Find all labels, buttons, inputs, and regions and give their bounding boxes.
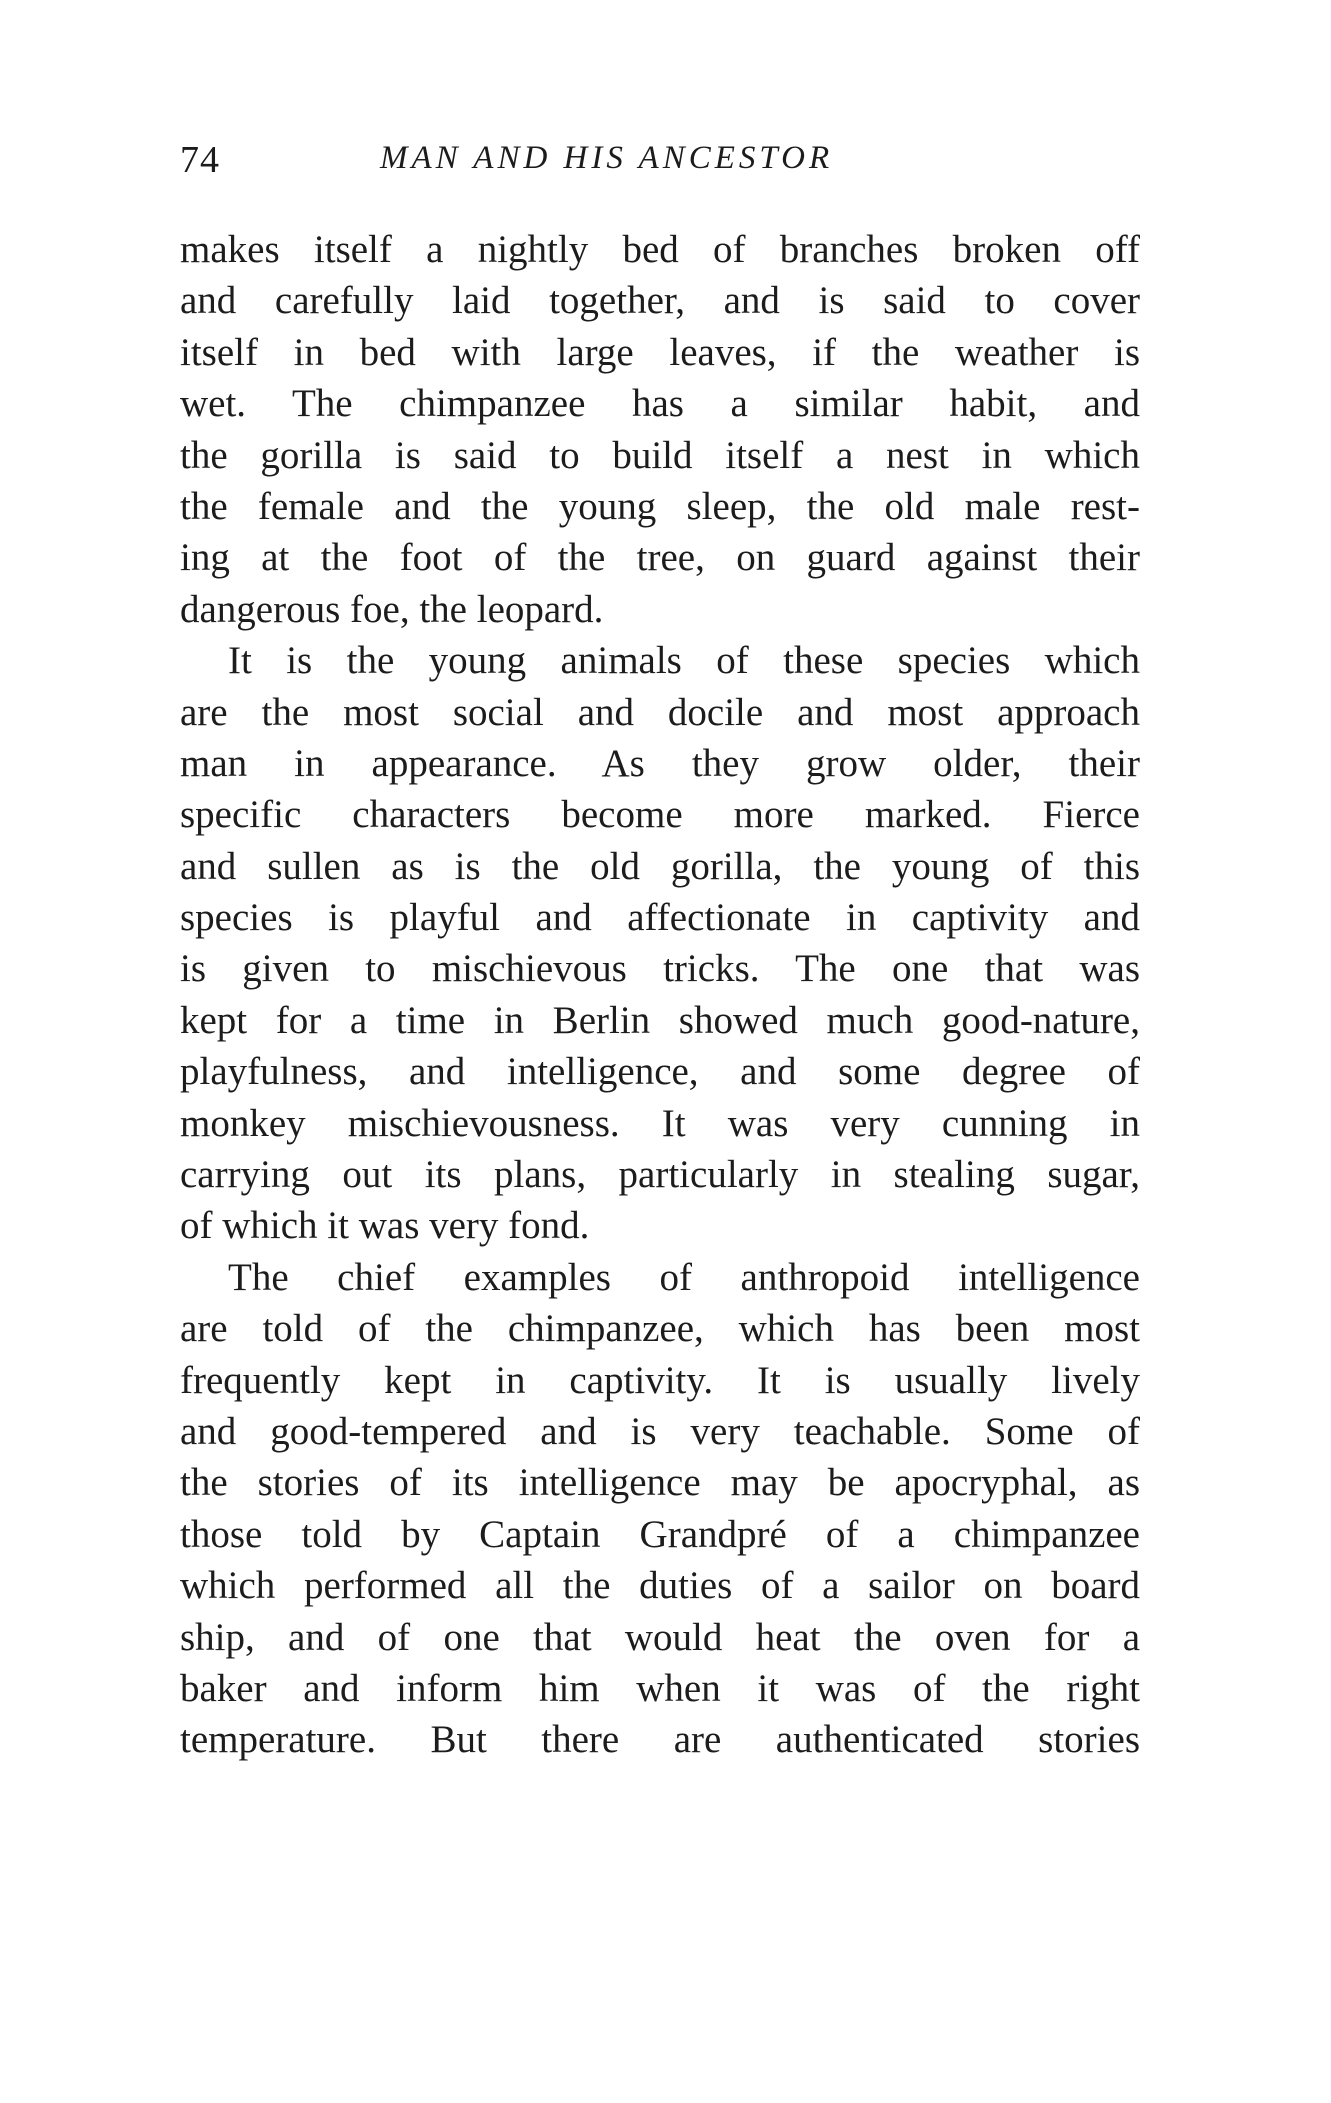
text-line: kept for a time in Berlin showed much good-nature, [180, 998, 1140, 1042]
text-line: ing at the foot of the tree, on guard against their [180, 536, 1140, 580]
text-line: carrying out its plans, particularly in stealing sugar, [180, 1153, 1140, 1197]
text-line: monkey mischievousness. It was very cunning in [180, 1101, 1140, 1145]
text-line: specific characters become more marked. Fierce [180, 793, 1140, 837]
text-line: It is the young animals of these species which [228, 639, 1140, 683]
text-line: is given to mischievous tricks. The one that was [180, 947, 1140, 991]
text-line: and good-tempered and is very teachable. Some of [180, 1409, 1140, 1453]
text-line: The chief examples of anthropoid intelligence [228, 1255, 1140, 1299]
paragraph-3 [180, 1252, 1140, 1766]
text-line: which performed all the duties of a sailor on board [180, 1564, 1140, 1608]
running-title: MAN AND HIS ANCESTOR [380, 140, 834, 176]
text-line: those told by Captain Grandpré of a chimpanzee [180, 1512, 1140, 1556]
text-line: the female and the young sleep, the old male rest- [180, 484, 1140, 528]
text-line: ship, and of one that would heat the oven for a [180, 1615, 1140, 1659]
text-line: species is playful and affectionate in captivity and [180, 896, 1140, 940]
text-line: the gorilla is said to build itself a nest in which [180, 433, 1140, 477]
text-line: playfulness, and intelligence, and some degree of [180, 1050, 1140, 1094]
text-line: frequently kept in captivity. It is usually lively [180, 1358, 1140, 1402]
page-number: 74 [180, 139, 220, 181]
text-line: wet. The chimpanzee has a similar habit, and [180, 382, 1140, 426]
text-line: and carefully laid together, and is said to cover [180, 279, 1140, 323]
text-line: itself in bed with large leaves, if the weather is [180, 330, 1140, 374]
text-line: and sullen as is the old gorilla, the young of this [180, 844, 1140, 888]
text-line: are the most social and docile and most approach [180, 690, 1140, 734]
text-line: temperature. But there are authenticated stories [180, 1718, 1140, 1762]
running-head [180, 138, 1140, 188]
text-line: baker and inform him when it was of the right [180, 1666, 1140, 1710]
body-text [180, 224, 1140, 1766]
text-line: of which it was very fond. [180, 1204, 590, 1248]
text-line: makes itself a nightly bed of branches broken off [180, 228, 1140, 271]
paragraph-2 [180, 635, 1140, 1252]
paragraph-1 [180, 224, 1140, 635]
text-line: the stories of its intelligence may be apocryphal, as [180, 1461, 1140, 1505]
text-line: are told of the chimpanzee, which has been most [180, 1307, 1140, 1351]
text-line: man in appearance. As they grow older, their [180, 741, 1140, 785]
text-line: dangerous foe, the leopard. [180, 587, 604, 631]
